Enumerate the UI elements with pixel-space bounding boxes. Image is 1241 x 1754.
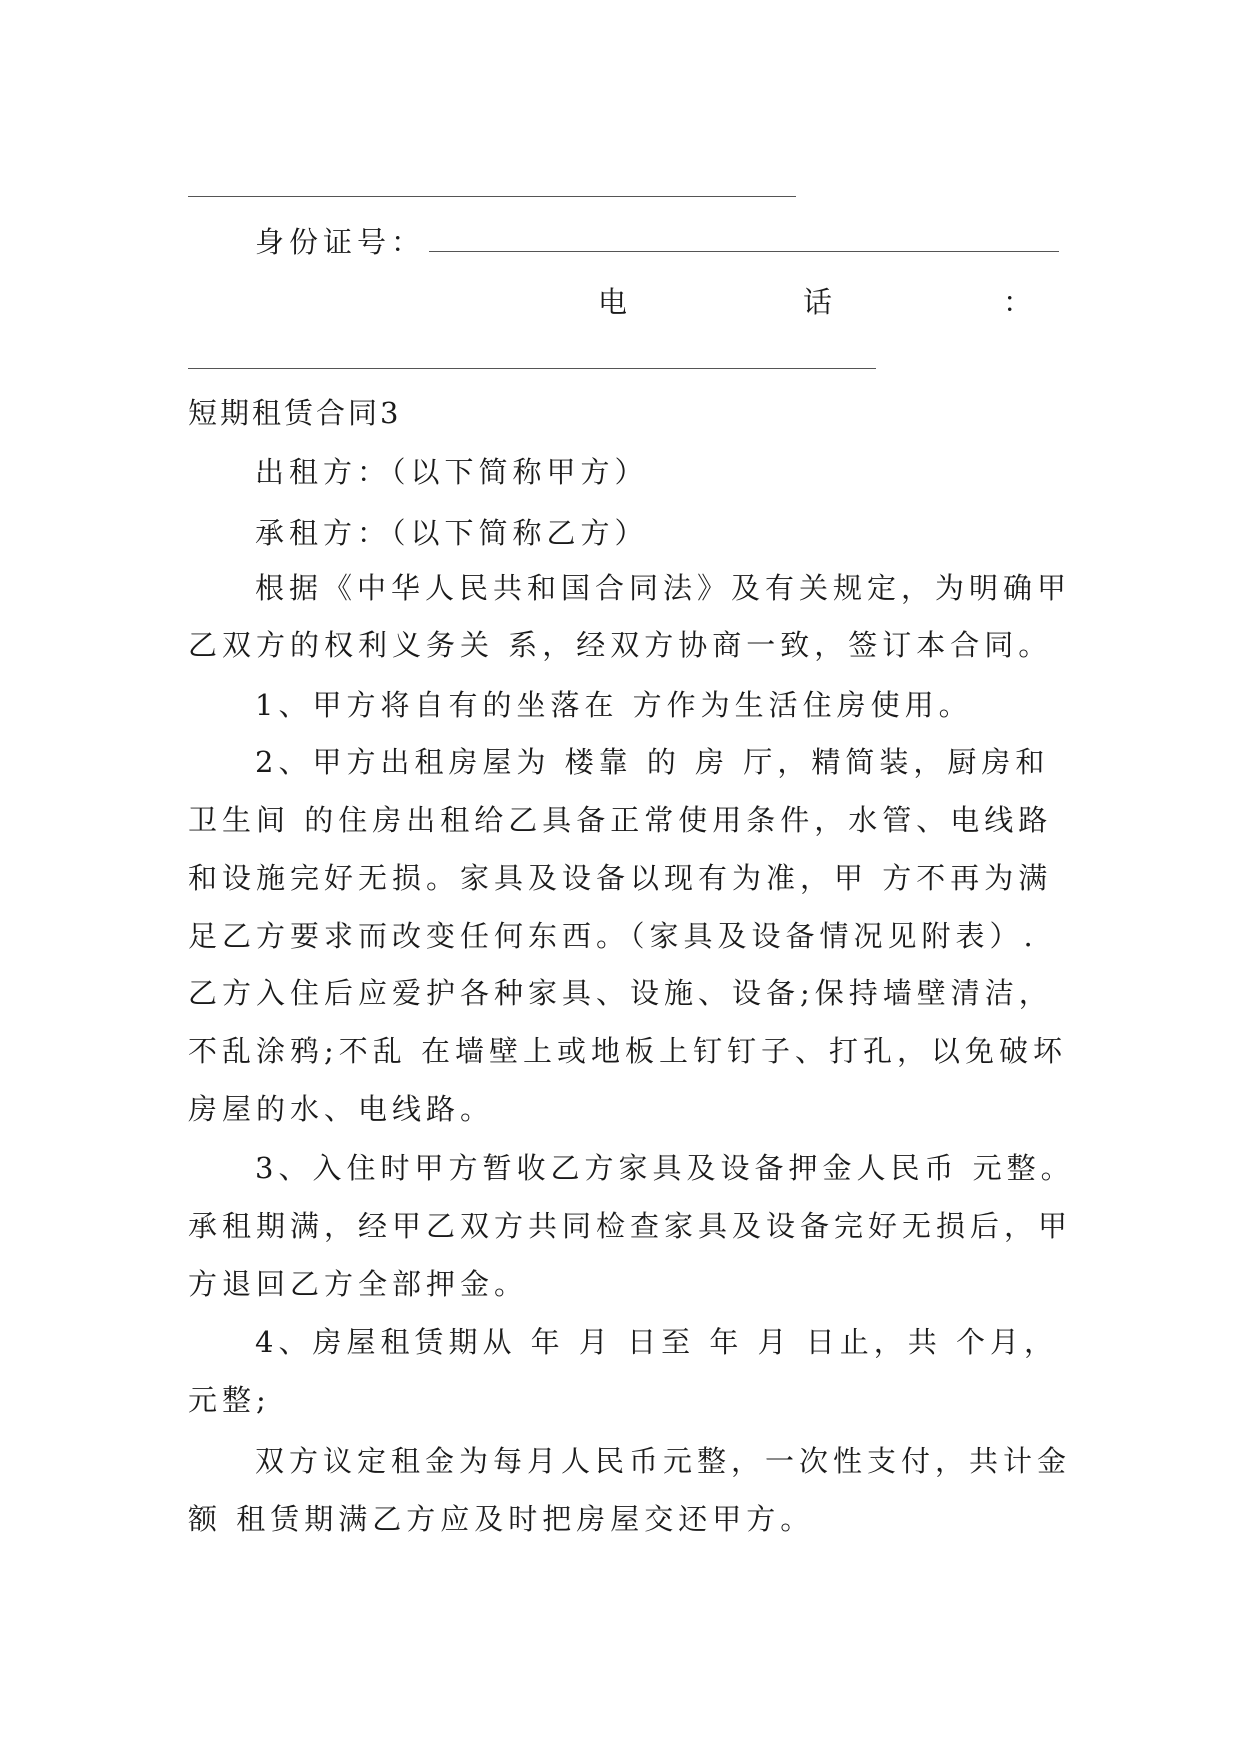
- body-line: 乙方入住后应爱护各种家具、设施、设备;保持墙壁清洁，: [188, 976, 1053, 1010]
- body-line: 承租期满，经甲乙双方共同检查家具及设备完好无损后，甲: [188, 1209, 1073, 1243]
- body-line: 不乱涂鸦;不乱 在墙壁上或地板上钉钉子、打孔，以免破坏: [188, 1034, 1067, 1068]
- phone-label-char1: 电: [598, 285, 628, 319]
- lessor-line: 出租方：（以下简称甲方）: [255, 455, 649, 489]
- body-line: 乙双方的权利义务关 系，经双方协商一致，签订本合同。: [188, 628, 1053, 662]
- blank-line-phone: [188, 368, 876, 369]
- id-number-blank: [429, 227, 1059, 252]
- body-line: 卫生间 的住房出租给乙具备正常使用条件，水管、电线路: [188, 803, 1053, 837]
- id-number-label: 身份证号：: [255, 225, 426, 259]
- phone-label-colon: ：: [1003, 285, 1033, 319]
- phone-label-char2: 话: [803, 285, 833, 319]
- blank-line-top: [188, 196, 796, 197]
- body-line: 双方议定租金为每月人民币元整，一次性支付，共计金: [255, 1444, 1072, 1478]
- body-line: 4、房屋租赁期从 年 月 日至 年 月 日止，共 个月，: [255, 1325, 1058, 1359]
- lessee-line: 承租方：（以下简称乙方）: [255, 516, 649, 550]
- body-line: 房屋的水、电线路。: [188, 1092, 495, 1126]
- body-line: 方退回乙方全部押金。: [188, 1267, 529, 1301]
- body-line: 3、入住时甲方暂收乙方家具及设备押金人民币 元整。: [255, 1151, 1075, 1185]
- body-line: 2、甲方出租房屋为 楼靠 的 房 厅，精简装，厨房和: [255, 745, 1050, 779]
- id-number-row: [255, 222, 1059, 262]
- contract-title: 短期租赁合同3: [188, 396, 402, 430]
- body-line: 1、甲方将自有的坐落在 方作为生活住房使用。: [255, 688, 973, 722]
- body-line: 根据《中华人民共和国合同法》及有关规定，为明确甲: [255, 571, 1072, 605]
- body-line: 足乙方要求而改变任何东西。（家具及设备情况见附表）.: [188, 919, 1038, 953]
- body-line: 元整;: [188, 1383, 271, 1417]
- body-line: 额 租赁期满乙方应及时把房屋交还甲方。: [188, 1502, 815, 1536]
- body-line: 和设施完好无损。家具及设备以现有为准，甲 方不再为满: [188, 861, 1053, 895]
